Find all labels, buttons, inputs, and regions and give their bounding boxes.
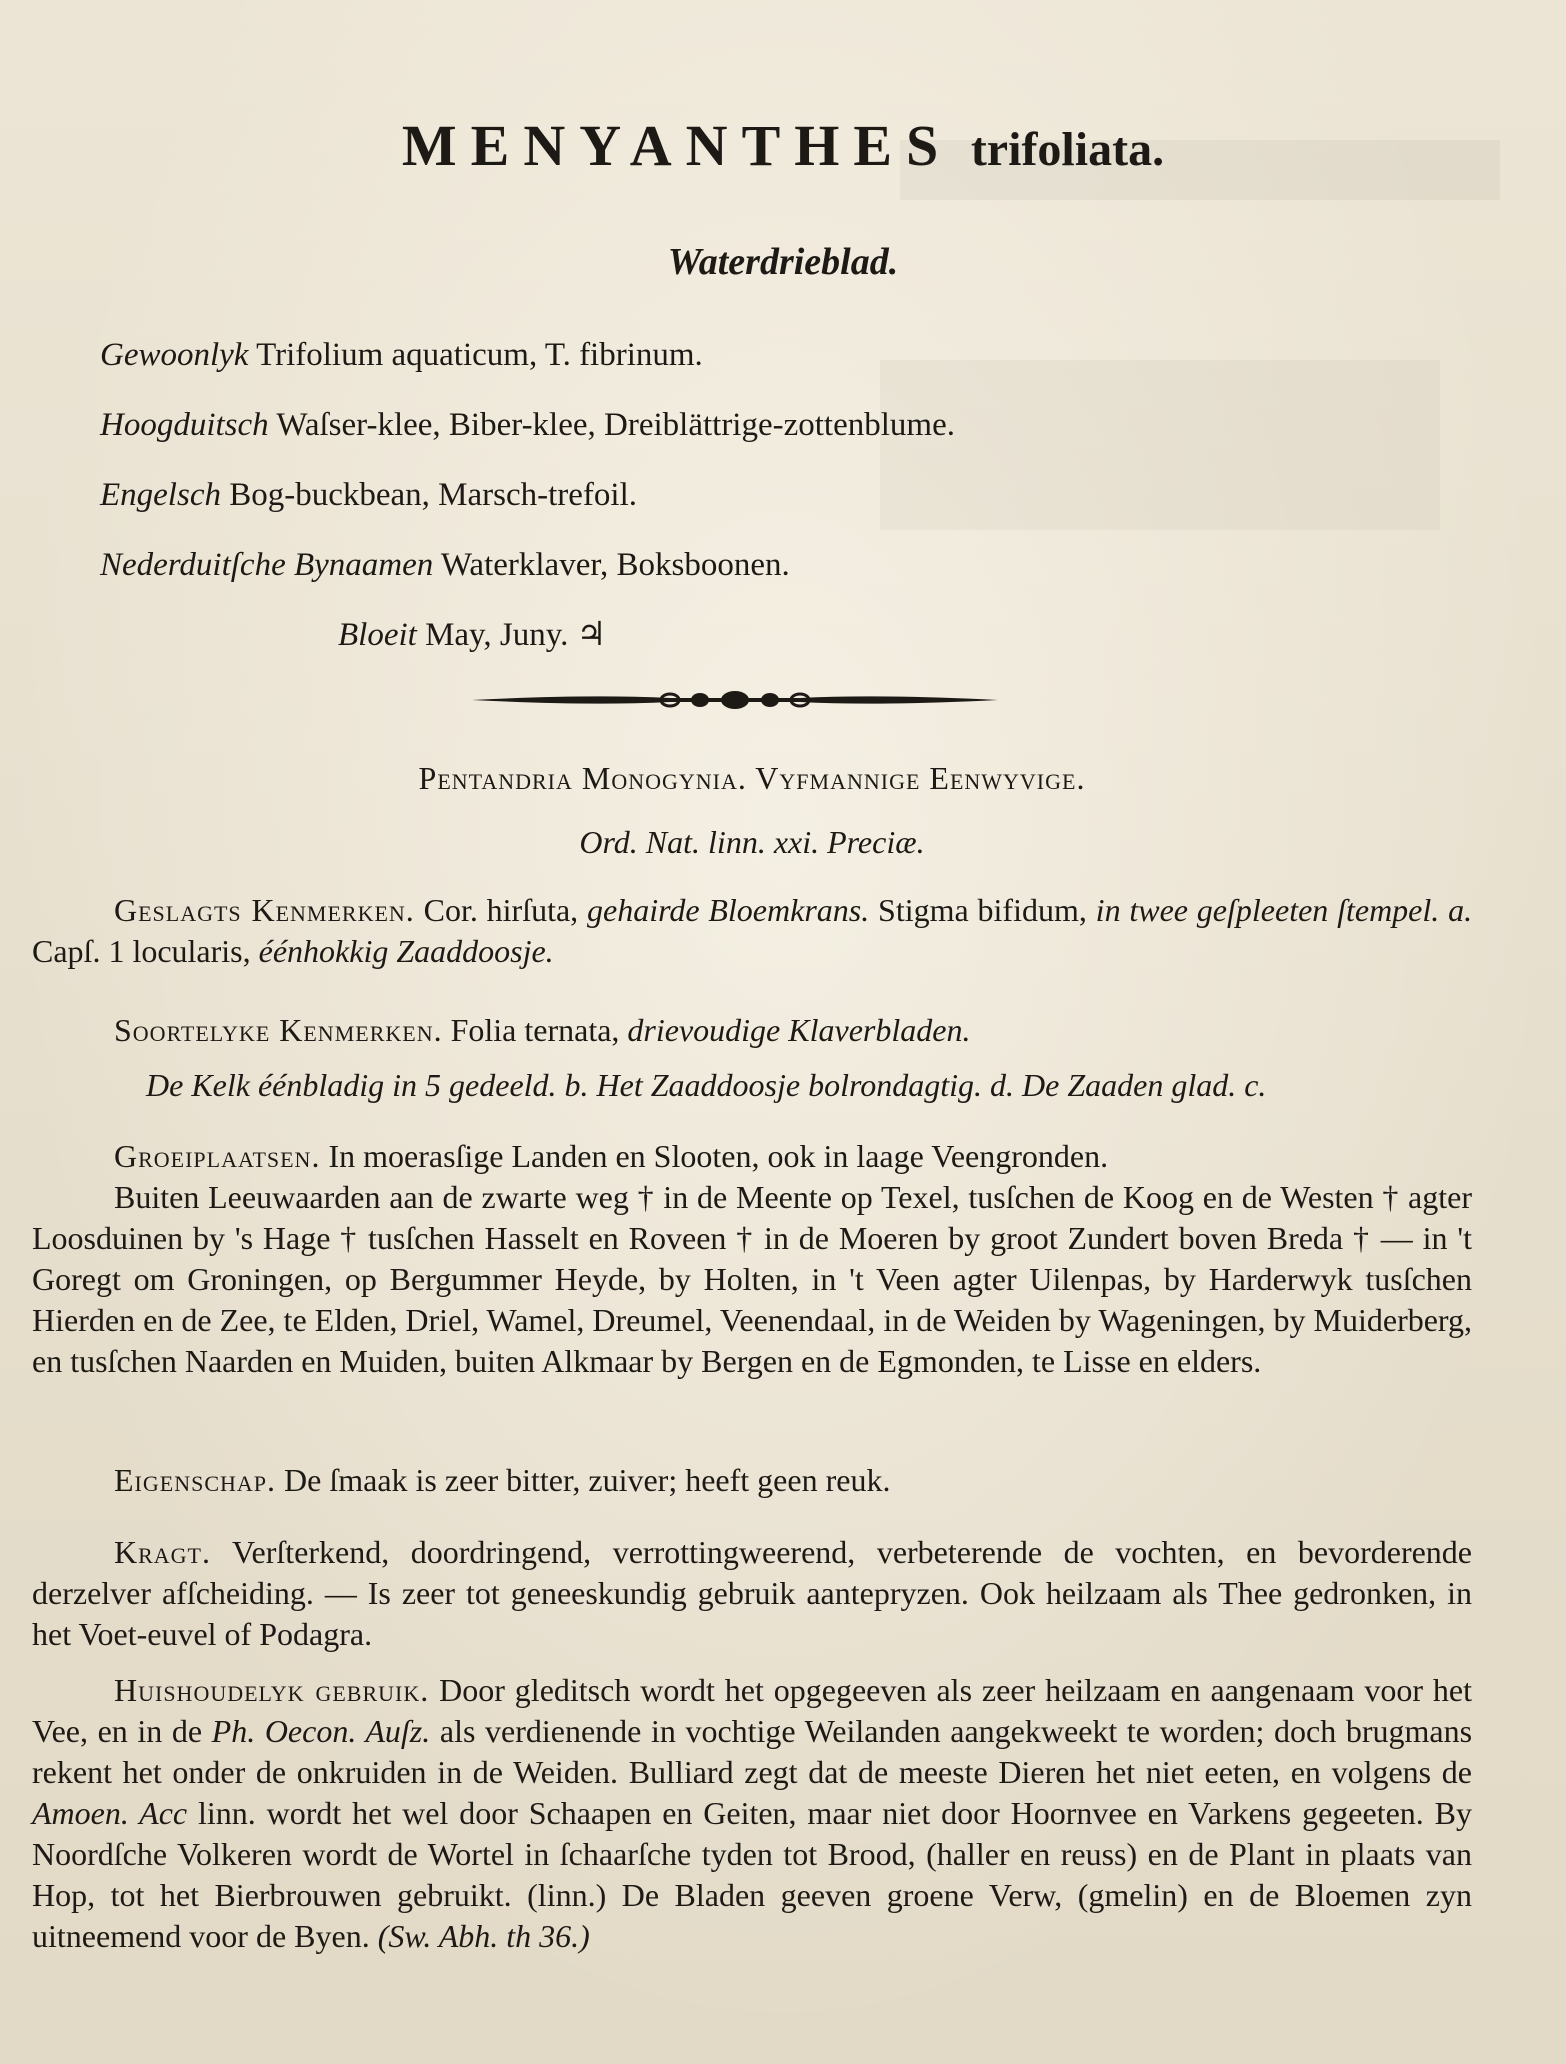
common-name: Waterdrieblad. [667,241,899,283]
dutch-text: in twee geſpleeten ſtempel. a. [1095,892,1473,928]
genus-characters [32,890,1472,972]
reference-italic: Ph. Oecon. Auſz. [211,1713,431,1749]
bloom-row [100,600,1480,670]
species-name: trifoliata. [970,123,1165,176]
synonym-text: Bog-buckbean, Marsch-trefoil. [229,477,637,513]
reference-italic: Amoen. Acc [32,1795,188,1831]
household-use-text [32,1670,1472,1957]
household-body: Door gleditsch wordt het opgegeeven als zeer heilzaam en aangenaam voor het Vee, en in de [32,1672,1473,1749]
habitats [32,1136,1472,1382]
dutch-text: éénhokkig Zaaddoosje. [258,933,554,969]
latin-text: Cor. hirſuta, [423,892,579,928]
natural-order-line: Ord. Nat. linn. xxi. Preciæ. [579,824,925,860]
species-characters-detail: De Kelk éénbladig in 5 gedeeld. b. Het Zaaddoosje bolrondagtig. d. De Zaaden glad. c. [146,1067,1267,1103]
synonym-row [100,390,1480,460]
synonym-row [100,320,1480,390]
section-heading: Geslagts Kenmerken. [114,892,415,928]
synonym-label: Gewoonlyk [100,337,249,373]
synonym-label: Hoogduitsch [100,407,269,443]
section-heading: Eigenschap. [114,1462,277,1498]
synonym-label: Nederduitſche Bynaamen [100,547,434,583]
latin-text: Folia ternata, [450,1012,620,1048]
latin-text: Capſ. 1 locularis, [32,933,251,969]
household-use [32,1670,1472,1957]
species-characters-text [32,1010,1472,1051]
bloom-text: May, Juny. ♃ [425,617,607,653]
decorative-rule [470,680,1000,720]
household-body: linn. wordt het wel door Schaapen en Geiten, maar niet door Hoornvee en Varkens gegeeten. By Noordſche Volkeren wordt de Wortel in ſchaarſche tyden tot Brood, (haller en reuss) en de Plant in plaats van Hop, tot het Bierbrouwen gebruikt. (linn.) De Bladen geeven groene Verw, (gmelin) en de Bloemen zyn uitneemend voor de Byen. [32,1795,1473,1954]
habitats-text [32,1136,1472,1177]
synonym-label: Engelsch [100,477,221,513]
synonym-row [100,530,1480,600]
dutch-text: gehairde Bloemkrans. [587,892,870,928]
synonym-text: Waſser-klee, Biber-klee, Dreiblättrige-zottenblume. [276,407,955,443]
section-heading: Soortelyke Kenmerken. [114,1012,443,1048]
property [32,1460,1472,1501]
bloom-label: Bloeit [338,617,417,653]
property-text [32,1460,1472,1501]
reference-italic: (Sw. Abh. th 36.) [377,1918,590,1954]
synonym-text: Trifolium aquaticum, T. fibrinum. [256,337,703,373]
household-body: als verdienende in vochtige Weilanden aangekweekt te worden; doch brugmans rekent het onder de onkruiden in de Weiden. Bulliard zegt dat de meeste Dieren het niet eeten, en volgens de [32,1713,1473,1790]
virtue [32,1532,1472,1655]
synonym-row [100,460,1480,530]
page-title [0,112,1566,179]
virtue-body: Verſterkend, doordringend, verrottingweerend, verbeterende de vochten, en bevorderende derzelver afſcheiding. — Is zeer tot geneeskundig gebruik aantepryzen. Ook heilzaam als Thee gedronken, in het Voet-euvel of Podagra. [32,1534,1473,1652]
genus-characters-text [32,890,1472,972]
dutch-text: drievoudige Klaverbladen. [627,1012,971,1048]
latin-text: Stigma bifidum, [878,892,1087,928]
section-heading: Kragt. [114,1534,211,1570]
synonym-text: Waterklaver, Boksboonen. [440,547,790,583]
virtue-text [32,1532,1472,1655]
genus-name: MENYANTHES [401,113,953,178]
species-characters [32,1010,1472,1106]
habitats-summary: In moerasſige Landen en Slooten, ook in laage Veengronden. [328,1138,1109,1174]
habitats-locations: Buiten Leeuwaarden aan de zwarte weg † in de Meente op Texel, tusſchen de Koog en de Westen † agter Loosduinen by 's Hage † tusſchen Hasselt en Roveen † in de Moeren by groot Zundert boven Breda † — in 't Goregt om Groningen, op Bergummer Heyde, by Holten, in 't Veen agter Uilenpas, by Harderwyk tusſchen Hierden en de Zee, te Elden, Driel, Wamel, Dreumel, Veenendaal, in de Weiden by Wageningen, by Muiderberg, en tusſchen Naarden en Muiden, buiten Alkmaar by Bergen en de Egmonden, te Lisse en elders. [32,1179,1472,1379]
property-body: De ſmaak is zeer bitter, zuiver; heeft geen reuk. [284,1462,891,1498]
section-heading: Huishoudelyk gebruik. [114,1672,430,1708]
synonym-list [100,320,1480,670]
section-heading: Groeiplaatsen. [114,1138,321,1174]
classification-line: Pentandria Monogynia. Vyfmannige Eenwyvige. [418,760,1086,796]
